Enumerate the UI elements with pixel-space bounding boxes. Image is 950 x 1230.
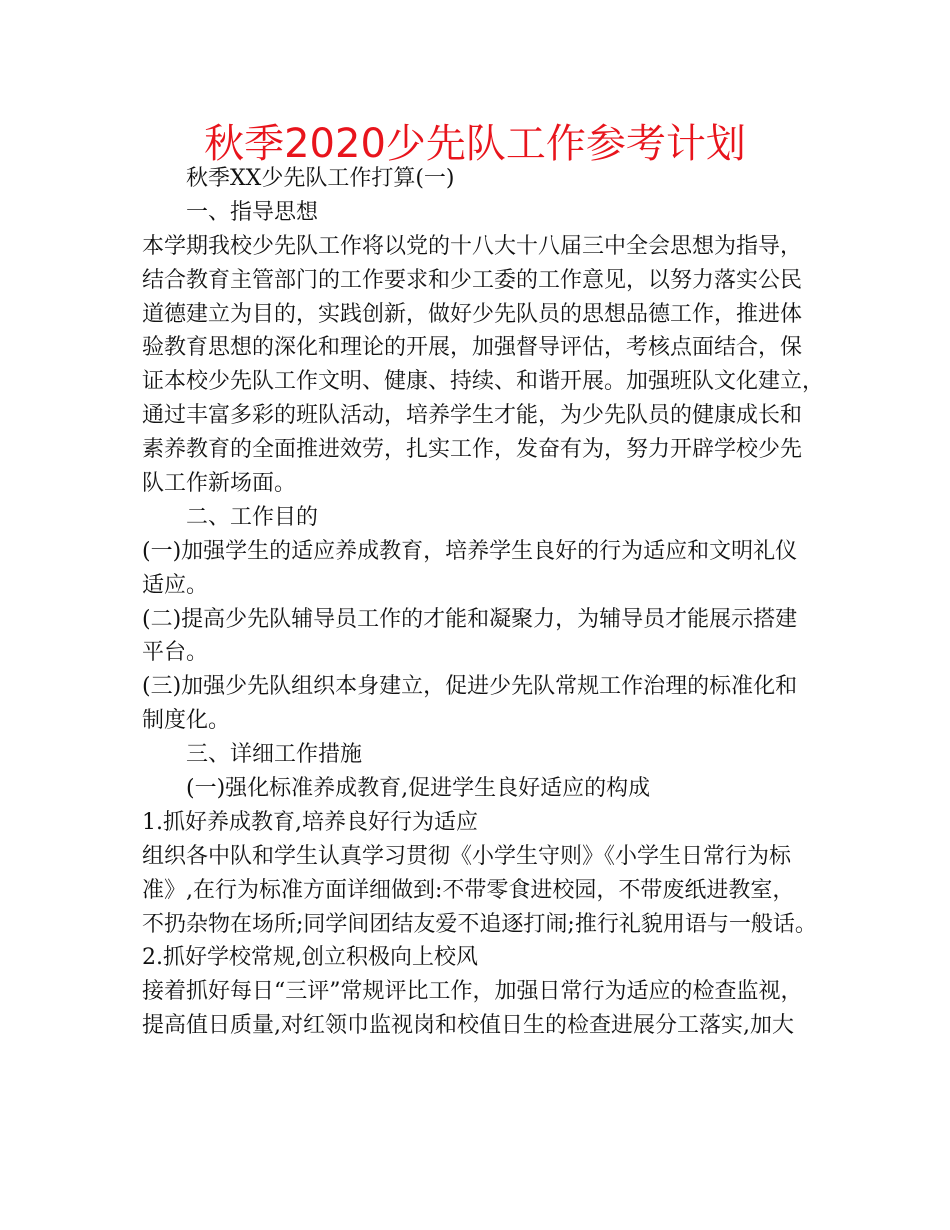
paragraph-line: 一、指导思想 [186,199,319,225]
document-body [142,162,825,1043]
paragraph-line: 接着抓好每日“三评”常规评比工作，加强日常行为适应的检查监视， [142,979,803,1005]
paragraph-line: 素养教育的全面推进效劳，扎实工作，发奋有为，努力开辟学校少先 [142,437,803,463]
paragraph-line: 队工作新场面。 [142,471,297,497]
paragraph-line: 结合教育主管部门的工作要求和少工委的工作意见，以努力落实公民 [142,267,803,293]
paragraph-line: 道德建立为目的，实践创新，做好少先队员的思想品德工作，推进体 [142,301,803,327]
paragraph-line: 秋季XX少先队工作打算(一) [186,166,455,191]
document-title: 秋季2020少先队工作参考计划 [204,121,746,167]
paragraph-line: 准》,在行为标准方面详细做到:不带零食进校园，不带废纸进教室， [142,877,795,903]
paragraph-line: 证本校少先队工作文明、健康、持续、和谐开展。加强班队文化建立， [142,369,825,395]
paragraph-line: 组织各中队和学生认真学习贯彻《小学生守则》《小学生日常行为标 [142,843,792,869]
paragraph-line: (一)强化标准养成教育,促进学生良好适应的构成 [186,776,651,802]
paragraph-line: 制度化。 [142,708,231,734]
paragraph-line: 2.抓好学校常规,创立积极向上校风 [142,945,478,971]
paragraph-line: (三)加强少先队组织本身建立，促进少先队常规工作治理的标准化和 [142,674,798,700]
paragraph-line: 三、详细工作措施 [186,742,363,768]
paragraph-line: (一)加强学生的适应养成教育，培养学生良好的行为适应和文明礼仪 [142,538,798,564]
paragraph-line: 通过丰富多彩的班队活动，培养学生才能，为少先队员的健康成长和 [142,403,803,429]
paragraph-line: 1.抓好养成教育,培养良好行为适应 [142,809,478,835]
paragraph-line: 不扔杂物在场所;同学间团结友爱不追逐打闹;推行礼貌用语与一般话。 [142,911,817,937]
paragraph-line: 本学期我校少先队工作将以党的十八大十八届三中全会思想为指导， [142,233,803,259]
paragraph-line: 提高值日质量,对红领巾监视岗和校值日生的检查进展分工落实,加大 [142,1013,794,1039]
paragraph-line: 验教育思想的深化和理论的开展，加强督导评估，考核点面结合，保 [142,335,803,361]
paragraph-line: 二、工作目的 [186,504,319,530]
paragraph-line: 适应。 [142,572,209,598]
paragraph-line: 平台。 [142,640,209,666]
paragraph-line: (二)提高少先队辅导员工作的才能和凝聚力，为辅导员才能展示搭建 [142,606,798,632]
